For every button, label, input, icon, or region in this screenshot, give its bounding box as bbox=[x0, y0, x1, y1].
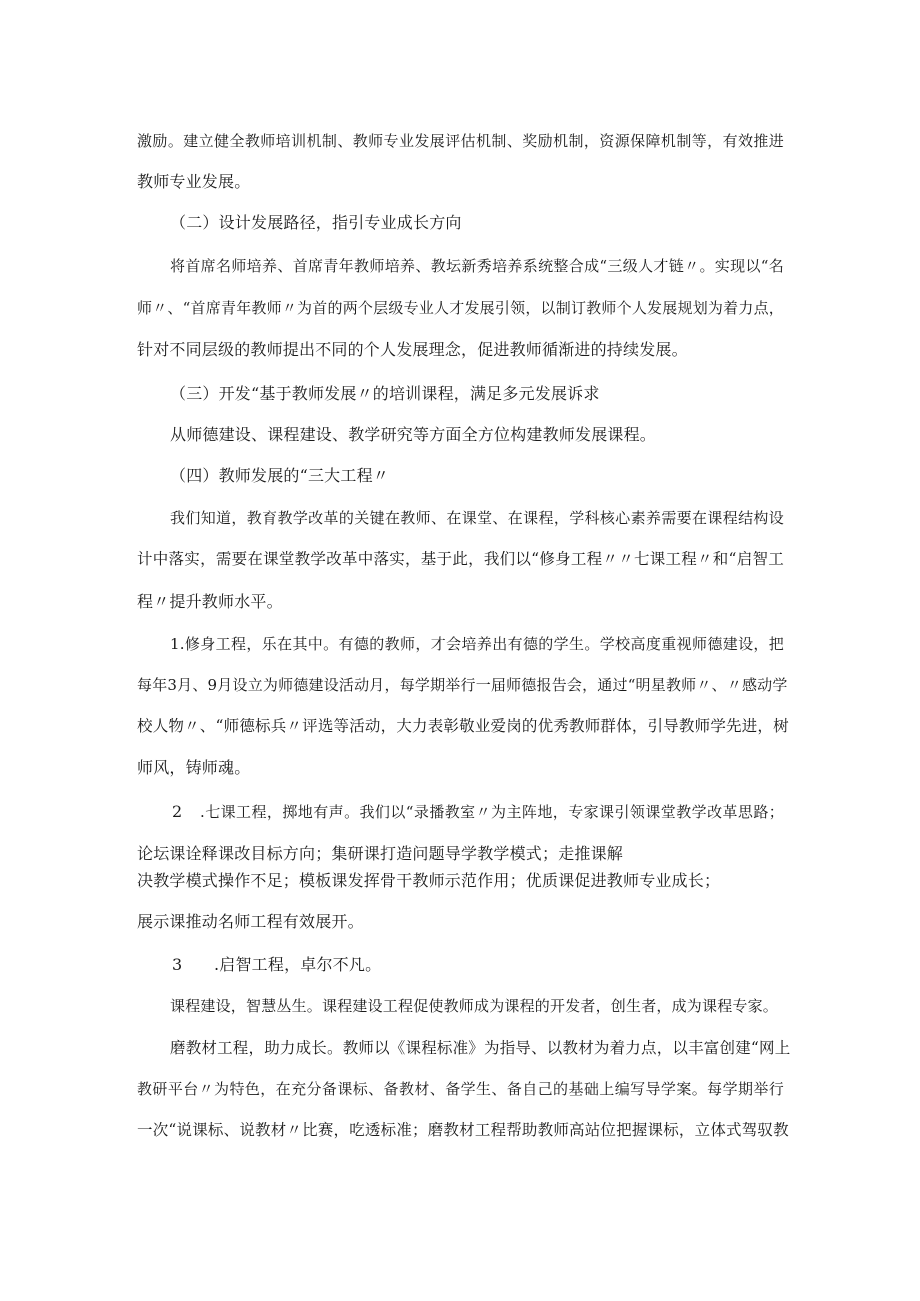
list-number: 3 bbox=[172, 955, 183, 974]
paragraph-line: 我们知道，教育教学改革的关键在教师、在课堂、在课程，学科核心素养需要在课程结构设 bbox=[170, 509, 784, 527]
paragraph-line: 教师专业发展。 bbox=[137, 172, 251, 191]
section-heading: （三）开发“基于教师发展〃的培训课程，满足多元发展诉求 bbox=[170, 384, 600, 403]
paragraph-line: 激励。建立健全教师培训机制、教师专业发展评估机制、奖励机制，资源保障机制等，有效推进 bbox=[137, 132, 784, 150]
paragraph-line: .启智工程，卓尔不凡。 bbox=[214, 955, 382, 974]
paragraph-line: 教研平台〃为特色，在充分备课标、备教材、备学生、备自己的基础上编写导学案。每学期举行 bbox=[137, 1080, 784, 1098]
paragraph-line: 每年3月、9月设立为师德建设活动月，每学期举行一届师德报告会，通过“明星教师〃、〃感动学 bbox=[137, 676, 788, 694]
list-number: 2 bbox=[172, 802, 183, 821]
paragraph-line: 将首席名师培养、首席青年教师培养、教坛新秀培养系统整合成“三级人才链〃。实现以“名 bbox=[170, 257, 784, 275]
paragraph-line: 1.修身工程，乐在其中。有德的教师，才会培养出有德的学生。学校高度重视师德建设，把 bbox=[170, 635, 784, 653]
paragraph-line: 展示课推动名师工程有效展开。 bbox=[137, 912, 364, 931]
paragraph-line: 计中落实，需要在课堂教学改革中落实，基于此，我们以“修身工程〃〃七课工程〃和“启智工 bbox=[137, 550, 784, 568]
paragraph-line: .七课工程，掷地有声。我们以“录播教室〃为主阵地，专家课引领课堂教学改革思路； bbox=[200, 803, 784, 821]
section-heading: （二）设计发展路径，指引专业成长方向 bbox=[170, 213, 462, 232]
paragraph-line: 针对不同层级的教师提出不同的个人发展理念，促进教师循渐进的持续发展。 bbox=[137, 340, 688, 359]
paragraph-line: 从师德建设、课程建设、教学研究等方面全方位构建教师发展课程。 bbox=[170, 425, 657, 444]
paragraph-line: 决教学模式操作不足；模板课发挥骨干教师示范作用；优质课促进教师专业成长； bbox=[137, 871, 721, 890]
paragraph-line: 程〃提升教师水平。 bbox=[137, 592, 283, 611]
paragraph-line: 论坛课诠释课改目标方向；集研课打造问题导学教学模式；走推课解 bbox=[137, 844, 624, 863]
paragraph-line: 师〃、“首席青年教师〃为首的两个层级专业人才发展引领，以制订教师个人发展规划为着力点， bbox=[137, 299, 784, 317]
paragraph-line: 磨教材工程，助力成长。教师以《课程标准》为指导、以教材为着力点，以丰富创建“网上 bbox=[170, 1039, 791, 1057]
paragraph-line: 师风，铸师魂。 bbox=[137, 758, 251, 777]
section-heading: （四）教师发展的“三大工程〃 bbox=[170, 466, 389, 485]
paragraph-line: 课程建设，智慧丛生。课程建设工程促使教师成为课程的开发者，创生者，成为课程专家。 bbox=[170, 997, 779, 1015]
paragraph-line: 一次“说课标、说教材〃比赛，吃透标准；磨教材工程帮助教师高站位把握课标，立体式驾驭教 bbox=[137, 1121, 789, 1139]
paragraph-line: 校人物〃、“师德标兵〃评选等活动，大力表彰敬业爱岗的优秀教师群体，引导教师学先进，树 bbox=[137, 717, 789, 735]
